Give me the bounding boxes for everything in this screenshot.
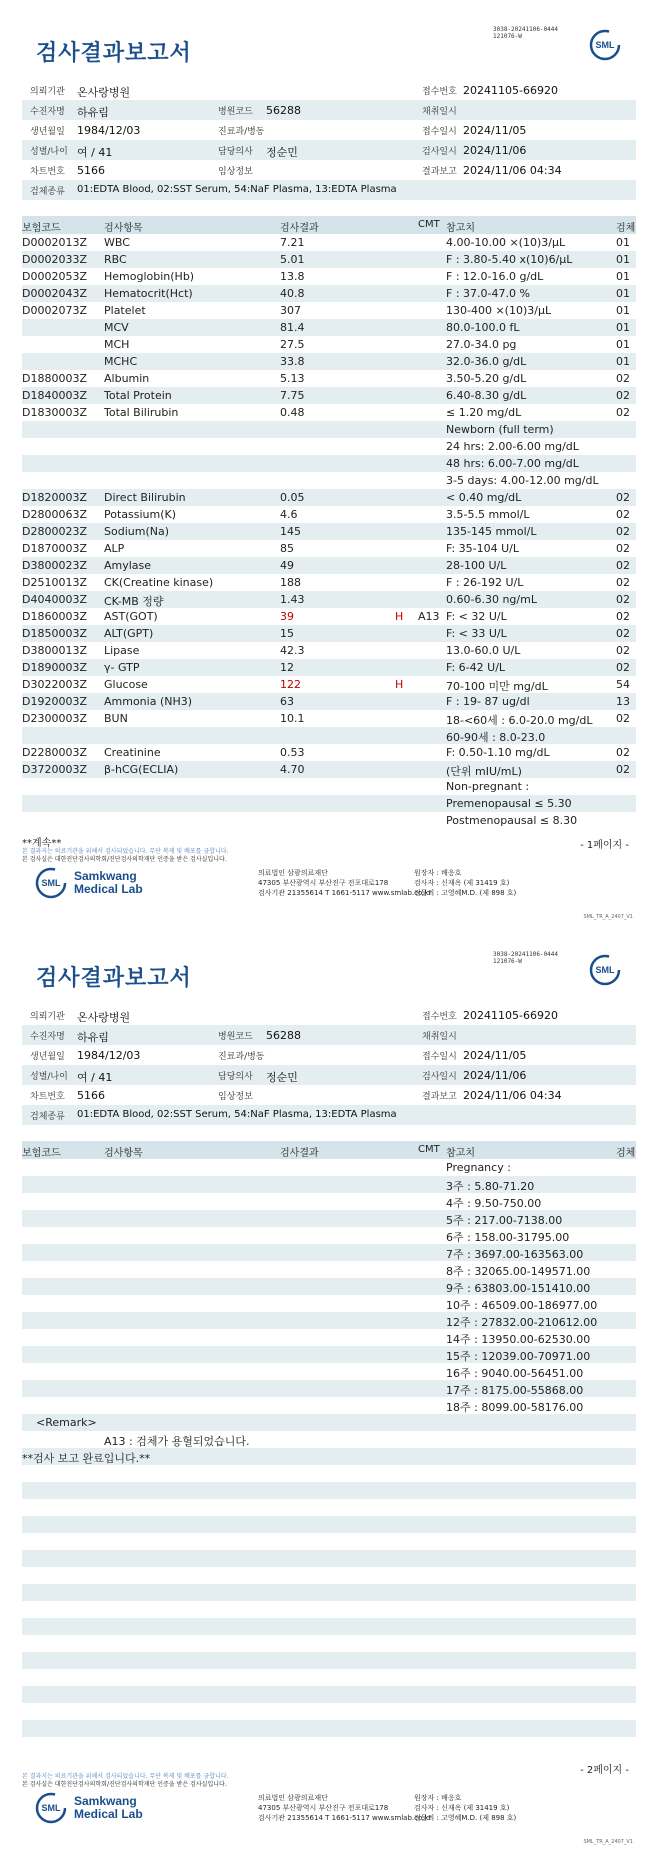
- row-ref: 6.40-8.30 g/dL: [446, 389, 527, 402]
- table-row: [22, 1193, 636, 1210]
- requester-label: 의뢰기관: [30, 87, 65, 97]
- patient-label: 수진자명: [30, 107, 65, 117]
- footer-org: 의료법인 삼광의료재단 47305 부산광역시 부산진구 전포대로178 검사기관 21355614 T 1661-5117 www.smlab.co.kr: [258, 869, 432, 897]
- remark-line: A13 : 검체가 용혈되었습니다.: [104, 1435, 250, 1448]
- row-code: D1840003Z: [22, 389, 87, 402]
- footer-org: 의료법인 삼광의료재단 47305 부산광역시 부산진구 전포대로178 검사기관 21355614 T 1661-5117 www.smlab.co.kr: [258, 1794, 432, 1822]
- table-row: [22, 1482, 636, 1499]
- row-code: D1920003Z: [22, 695, 87, 708]
- col-name: 검사항목: [104, 223, 143, 234]
- row-name: BUN: [104, 712, 128, 725]
- row-flag: H: [395, 610, 404, 623]
- row-name: Hemoglobin(Hb): [104, 270, 195, 283]
- row-ref: F : 3.80-5.40 x(10)6/μL: [446, 253, 573, 266]
- table-row: [22, 1618, 636, 1635]
- row-ref: 27.0-34.0 pg: [446, 338, 517, 351]
- table-row: [22, 455, 636, 472]
- table-row: [22, 1312, 636, 1329]
- patient-info: 의뢰기관 온사랑병원 접수번호 20241105-66920 수진자명 하유림 병원코드 56288 채취일시 생년월일 1984/12/03 진료과/병동 접수일시 2024/11/05 성별/나이 여 / 41 담당의사 정순민 검사일시 2024/11/06 차트번호 5166 임상정보 결과보고 2024/11/06 04:34 검체종류 01:EDTA Blood, 02:SST Serum, 54:NaF Plasma, 13:EDTA Plasma: [22, 1005, 636, 1125]
- table-row: [22, 574, 636, 591]
- row-result: 63: [280, 695, 294, 708]
- row-ref: 18-<60세 : 6.0-20.0 mg/dL: [446, 714, 593, 727]
- row-name: RBC: [104, 253, 127, 266]
- row-ref: (단위 mIU/mL): [446, 765, 522, 778]
- row-result: 40.8: [280, 287, 305, 300]
- table-row: [22, 744, 636, 761]
- row-code: D0002053Z: [22, 270, 87, 283]
- row-code: D1830003Z: [22, 406, 87, 419]
- row-ref: 9주 : 63803.00-151410.00: [446, 1282, 591, 1295]
- row-ref: Premenopausal ≤ 5.30: [446, 797, 572, 810]
- row-ref: F : 37.0-47.0 %: [446, 287, 530, 300]
- row-ref: 10주 : 46509.00-186977.00: [446, 1299, 598, 1312]
- table-row: [22, 591, 636, 608]
- row-specimen: 54: [616, 678, 630, 691]
- row-code: D1880003Z: [22, 372, 87, 385]
- report-title: 검사결과보고서: [36, 966, 192, 991]
- row-ref: 70-100 미만 mg/dL: [446, 680, 548, 693]
- sex-age-label: 성별/나이: [30, 147, 68, 157]
- col-result: 검사결과: [280, 223, 319, 234]
- report-date-value: 2024/11/06 04:34: [463, 164, 562, 177]
- receipt-no-value: 20241105-66920: [463, 84, 558, 97]
- row-ref: F : 19- 87 ug/dl: [446, 695, 530, 708]
- barcode-text: 3038-20241106-0444 121076-W: [493, 26, 559, 40]
- row-specimen: 01: [616, 236, 630, 249]
- row-result: 7.75: [280, 389, 305, 402]
- patient-value: 하유림: [77, 106, 109, 119]
- row-result: 4.6: [280, 508, 298, 521]
- collection-date-label: 채취일시: [422, 107, 457, 117]
- sml-footer-logo-icon: [34, 866, 68, 900]
- row-ref: 14주 : 13950.00-62530.00: [446, 1333, 591, 1346]
- row-ref: 7주 : 3697.00-163563.00: [446, 1248, 584, 1261]
- svg-text:SML: SML: [41, 1803, 61, 1813]
- report-complete: **검사 보고 완료입니다.**: [22, 1452, 151, 1465]
- table-row: [22, 608, 636, 625]
- table-row: [22, 1737, 636, 1754]
- table-row: [22, 421, 636, 438]
- table-row: [22, 1380, 636, 1397]
- row-name: ALT(GPT): [104, 627, 154, 640]
- row-result: 0.53: [280, 746, 305, 759]
- row-ref: 12주 : 27832.00-210612.00: [446, 1316, 598, 1329]
- table-row: [22, 812, 636, 829]
- table-row: [22, 319, 636, 336]
- row-result: 145: [280, 525, 301, 538]
- row-ref: 48 hrs: 6.00-7.00 mg/dL: [446, 457, 579, 470]
- row-ref: 5주 : 217.00-7138.00: [446, 1214, 563, 1227]
- row-result: 49: [280, 559, 294, 572]
- row-result: 5.01: [280, 253, 305, 266]
- footer-signatures: 원장자 : 배응호 검사자 : 신재옥 (제 31419 호) 전문의 : 고영혜M.D. (제 898 호): [414, 869, 517, 897]
- birth-label: 생년월일: [30, 127, 65, 137]
- row-result: 10.1: [280, 712, 305, 725]
- row-code: D1890003Z: [22, 661, 87, 674]
- receipt-no-label: 접수번호: [422, 87, 457, 97]
- row-specimen: 01: [616, 270, 630, 283]
- row-specimen: 01: [616, 304, 630, 317]
- table-row: [22, 1499, 636, 1516]
- page-number-1: - 1페이지 -: [580, 840, 629, 851]
- table-row: [22, 353, 636, 370]
- doctor-value: 정순민: [266, 146, 298, 159]
- row-code: D1820003Z: [22, 491, 87, 504]
- row-specimen: 02: [616, 508, 630, 521]
- row-ref: 6주 : 158.00-31795.00: [446, 1231, 570, 1244]
- row-specimen: 01: [616, 321, 630, 334]
- row-code: D2300003Z: [22, 712, 87, 725]
- row-ref: 80.0-100.0 fL: [446, 321, 520, 334]
- footnote: 본 결과지는 의료기관을 위해서 검사되었습니다. 무단 복제 및 배포를 금합니다. 본 검사실은 대한진단검사의학회/진단검사의학재단 인증을 받은 검사실입니다.: [22, 1773, 229, 1788]
- row-result: 7.21: [280, 236, 305, 249]
- row-name: Sodium(Na): [104, 525, 169, 538]
- row-result: 307: [280, 304, 301, 317]
- row-name: Total Protein: [104, 389, 172, 402]
- row-result: 33.8: [280, 355, 305, 368]
- sml-logo: [588, 953, 622, 987]
- row-code: D0002073Z: [22, 304, 87, 317]
- sex-age-value: 여 / 41: [77, 146, 113, 159]
- row-specimen: 02: [616, 627, 630, 640]
- birth-value: 1984/12/03: [77, 124, 141, 137]
- table-row: [22, 336, 636, 353]
- chart-value: 5166: [77, 164, 105, 177]
- footer-logo: SML Samkwang Medical Lab: [34, 1791, 143, 1825]
- doctor-label: 담당의사: [218, 147, 253, 157]
- specimen-label: 검체종류: [30, 187, 65, 197]
- table-row: [22, 387, 636, 404]
- row-name: γ- GTP: [104, 661, 140, 674]
- table-row: [22, 1550, 636, 1567]
- row-code: D0002043Z: [22, 287, 87, 300]
- specimen-value: 01:EDTA Blood, 02:SST Serum, 54:NaF Plasma, 13:EDTA Plasma: [77, 184, 397, 195]
- row-ref: 130-400 ×(10)3/μL: [446, 304, 552, 317]
- table-row: [22, 778, 636, 795]
- row-ref: F : 12.0-16.0 g/dL: [446, 270, 544, 283]
- row-specimen: 02: [616, 593, 630, 606]
- row-specimen: 02: [616, 610, 630, 623]
- row-code: D1850003Z: [22, 627, 87, 640]
- row-ref: Non-pregnant :: [446, 780, 530, 793]
- row-ref: 15주 : 12039.00-70971.00: [446, 1350, 591, 1363]
- row-ref: 3.50-5.20 g/dL: [446, 372, 527, 385]
- col-cmt: CMT: [418, 219, 440, 230]
- row-code: D2800063Z: [22, 508, 87, 521]
- row-result: 15: [280, 627, 294, 640]
- table-row: [22, 1363, 636, 1380]
- row-name: Total Bilirubin: [104, 406, 179, 419]
- row-ref: 18주 : 8099.00-58176.00: [446, 1401, 584, 1414]
- row-name: WBC: [104, 236, 130, 249]
- results-header: [22, 216, 636, 234]
- row-name: Potassium(K): [104, 508, 177, 521]
- table-row: [22, 1227, 636, 1244]
- row-result: 4.70: [280, 763, 305, 776]
- table-row: [22, 1703, 636, 1720]
- row-ref: 17주 : 8175.00-55868.00: [446, 1384, 584, 1397]
- svg-text:SML: SML: [41, 878, 61, 888]
- results-header: 보험코드 검사항목 검사결과 CMT 참고치 검체: [22, 1141, 636, 1159]
- row-name: Glucose: [104, 678, 148, 691]
- table-row: [22, 251, 636, 268]
- row-ref: 60-90세 : 8.0-23.0: [446, 731, 546, 744]
- table-row: [22, 523, 636, 540]
- table-row: [22, 642, 636, 659]
- row-name: Albumin: [104, 372, 150, 385]
- table-row: [22, 1397, 636, 1414]
- row-name: MCHC: [104, 355, 138, 368]
- row-code: D2800023Z: [22, 525, 87, 538]
- table-row: [22, 268, 636, 285]
- chart-label: 차트번호: [30, 167, 65, 177]
- row-ref: 28-100 U/L: [446, 559, 507, 572]
- row-code: D2280003Z: [22, 746, 87, 759]
- table-row: [22, 625, 636, 642]
- table-row: [22, 1720, 636, 1737]
- row-ref: F: 0.50-1.10 mg/dL: [446, 746, 550, 759]
- table-row: [22, 1533, 636, 1550]
- table-row: [22, 727, 636, 744]
- row-ref: 4주 : 9.50-750.00: [446, 1197, 542, 1210]
- row-ref: 4.00-10.00 ×(10)3/μL: [446, 236, 566, 249]
- test-date-value: 2024/11/06: [463, 144, 527, 157]
- sml-logo: [588, 28, 622, 62]
- table-row: [22, 761, 636, 778]
- table-row: [22, 659, 636, 676]
- row-specimen: 02: [616, 644, 630, 657]
- doc-code: SML_TR_A_2407_V1: [583, 914, 633, 920]
- row-result: 12: [280, 661, 294, 674]
- table-row: [22, 472, 636, 489]
- row-ref: Newborn (full term): [446, 423, 554, 436]
- results-table-page-1: [22, 234, 636, 829]
- row-ref: 24 hrs: 2.00-6.00 mg/dL: [446, 440, 579, 453]
- row-ref: 32.0-36.0 g/dL: [446, 355, 527, 368]
- hospital-code-label: 병원코드: [218, 107, 253, 117]
- col-specimen: 검체: [616, 223, 636, 234]
- row-specimen: 02: [616, 576, 630, 589]
- table-row: [22, 1686, 636, 1703]
- row-result: 85: [280, 542, 294, 555]
- row-name: Amylase: [104, 559, 152, 572]
- table-row: [22, 1414, 636, 1431]
- row-result: 39: [280, 610, 294, 623]
- row-code: D3800023Z: [22, 559, 87, 572]
- row-code: D4040003Z: [22, 593, 87, 606]
- row-name: MCV: [104, 321, 129, 334]
- row-name: Lipase: [104, 644, 140, 657]
- row-result: 0.05: [280, 491, 305, 504]
- table-row: [22, 404, 636, 421]
- report-date-label: 결과보고: [422, 167, 457, 177]
- row-specimen: 02: [616, 661, 630, 674]
- svg-text:SML: SML: [595, 40, 615, 50]
- receipt-date-value: 2024/11/05: [463, 124, 527, 137]
- table-row: [22, 1652, 636, 1669]
- sml-footer-logo-icon: [34, 1791, 68, 1825]
- table-row: [22, 1567, 636, 1584]
- sml-logo-icon: [588, 28, 622, 62]
- barcode-text: 3038-20241106-0444 121076-W: [493, 951, 559, 965]
- row-result: 122: [280, 678, 301, 691]
- table-row: [22, 1159, 636, 1176]
- row-specimen: 02: [616, 372, 630, 385]
- row-code: D3022003Z: [22, 678, 87, 691]
- row-specimen: 02: [616, 491, 630, 504]
- table-row: [22, 557, 636, 574]
- row-specimen: 02: [616, 712, 630, 725]
- row-result: 0.48: [280, 406, 305, 419]
- row-ref: 0.60-6.30 ng/mL: [446, 593, 537, 606]
- continued-mark: **계속**: [22, 838, 62, 849]
- sml-logo-icon: [588, 953, 622, 987]
- table-row: [22, 1516, 636, 1533]
- row-specimen: 01: [616, 253, 630, 266]
- remark-title: <Remark>: [36, 1416, 97, 1429]
- row-cmt: A13: [418, 610, 440, 623]
- row-ref: F: 35-104 U/L: [446, 542, 520, 555]
- table-row: [22, 285, 636, 302]
- row-ref: 3주 : 5.80-71.20: [446, 1180, 535, 1193]
- row-result: 5.13: [280, 372, 305, 385]
- table-row: [22, 489, 636, 506]
- table-row: [22, 1278, 636, 1295]
- row-result: 13.8: [280, 270, 305, 283]
- row-specimen: 01: [616, 338, 630, 351]
- row-result: 188: [280, 576, 301, 589]
- table-row: [22, 1465, 636, 1482]
- row-code: D0002013Z: [22, 236, 87, 249]
- table-row: [22, 1244, 636, 1261]
- table-row: [22, 1261, 636, 1278]
- row-ref: ≤ 1.20 mg/dL: [446, 406, 522, 419]
- table-row: [22, 370, 636, 387]
- row-specimen: 02: [616, 525, 630, 538]
- row-specimen: 02: [616, 389, 630, 402]
- table-row: [22, 506, 636, 523]
- table-row: [22, 676, 636, 693]
- row-result: 1.43: [280, 593, 305, 606]
- requester-value: 온사랑병원: [77, 86, 131, 99]
- row-specimen: 02: [616, 746, 630, 759]
- footer-logo: SML Samkwang Medical Lab: [34, 866, 143, 900]
- row-ref: F: 6-42 U/L: [446, 661, 506, 674]
- row-name: CK-MB 정량: [104, 595, 164, 608]
- row-ref: < 0.40 mg/dL: [446, 491, 522, 504]
- row-name: AST(GOT): [104, 610, 158, 623]
- row-ref: 135-145 mmol/L: [446, 525, 537, 538]
- row-ref: Postmenopausal ≤ 8.30: [446, 814, 578, 827]
- table-row: [22, 302, 636, 319]
- row-ref: 3-5 days: 4.00-12.00 mg/dL: [446, 474, 599, 487]
- row-ref: Pregnancy :: [446, 1161, 511, 1174]
- clinical-label: 임상정보: [218, 167, 253, 177]
- row-ref: F: < 33 U/L: [446, 627, 507, 640]
- row-ref: F : 26-192 U/L: [446, 576, 524, 589]
- row-name: MCH: [104, 338, 130, 351]
- table-row: [22, 1346, 636, 1363]
- table-row: [22, 1176, 636, 1193]
- row-name: Hematocrit(Hct): [104, 287, 193, 300]
- row-code: D2510013Z: [22, 576, 87, 589]
- row-name: Platelet: [104, 304, 146, 317]
- row-specimen: 02: [616, 406, 630, 419]
- row-result: 27.5: [280, 338, 305, 351]
- row-name: CK(Creatine kinase): [104, 576, 214, 589]
- row-specimen: 02: [616, 763, 630, 776]
- col-ref: 참고치: [446, 223, 475, 234]
- table-row: [22, 693, 636, 710]
- row-specimen: 13: [616, 695, 630, 708]
- row-name: Creatinine: [104, 746, 161, 759]
- row-ref: 8주 : 32065.00-149571.00: [446, 1265, 591, 1278]
- table-row: [22, 1295, 636, 1312]
- row-name: Ammonia (NH3): [104, 695, 193, 708]
- row-code: D3800013Z: [22, 644, 87, 657]
- row-ref: 3.5-5.5 mmol/L: [446, 508, 530, 521]
- row-specimen: 02: [616, 542, 630, 555]
- row-ref: 13.0-60.0 U/L: [446, 644, 521, 657]
- table-row: [22, 1669, 636, 1686]
- col-code: 보험코드: [22, 223, 61, 234]
- footer-signatures: 원장자 : 배응호 검사자 : 신재옥 (제 31419 호) 전문의 : 고영혜M.D. (제 898 호): [414, 1794, 517, 1822]
- footnote: 본 결과지는 의료기관을 위해서 검사되었습니다. 무단 복제 및 배포를 금합니다. 본 검사실은 대한진단검사의학회/진단검사의학재단 인증을 받은 검사실입니다.: [22, 848, 229, 863]
- table-row: [22, 1584, 636, 1601]
- row-name: Direct Bilirubin: [104, 491, 186, 504]
- row-specimen: 01: [616, 287, 630, 300]
- row-code: D3720003Z: [22, 763, 87, 776]
- report-title: 검사결과보고서: [36, 41, 192, 66]
- table-row: [22, 234, 636, 251]
- row-code: D1860003Z: [22, 610, 87, 623]
- row-code: D0002033Z: [22, 253, 87, 266]
- table-row: [22, 795, 636, 812]
- receipt-date-label: 접수일시: [422, 127, 457, 137]
- row-name: ALP: [104, 542, 125, 555]
- page-number-2: - 2페이지 -: [580, 1765, 629, 1776]
- row-result: 42.3: [280, 644, 305, 657]
- row-ref: F: < 32 U/L: [446, 610, 507, 623]
- test-date-label: 검사일시: [422, 147, 457, 157]
- table-row: [22, 438, 636, 455]
- row-result: 81.4: [280, 321, 305, 334]
- row-specimen: 02: [616, 559, 630, 572]
- table-row: [22, 710, 636, 727]
- dept-label: 진료과/병동: [218, 127, 265, 137]
- doc-code: SML_TR_A_2407_V1: [583, 1839, 633, 1845]
- row-name: β-hCG(ECLIA): [104, 763, 179, 776]
- row-flag: H: [395, 678, 404, 691]
- table-row: [22, 1635, 636, 1652]
- hospital-code-value: 56288: [266, 104, 301, 117]
- table-row: [22, 1329, 636, 1346]
- table-row: [22, 540, 636, 557]
- patient-info: [22, 80, 636, 200]
- table-row: [22, 1601, 636, 1618]
- row-ref: 16주 : 9040.00-56451.00: [446, 1367, 584, 1380]
- row-specimen: 01: [616, 355, 630, 368]
- row-code: D1870003Z: [22, 542, 87, 555]
- report-page-2: [0, 925, 655, 1850]
- svg-text:SML: SML: [595, 965, 615, 975]
- table-row: [22, 1210, 636, 1227]
